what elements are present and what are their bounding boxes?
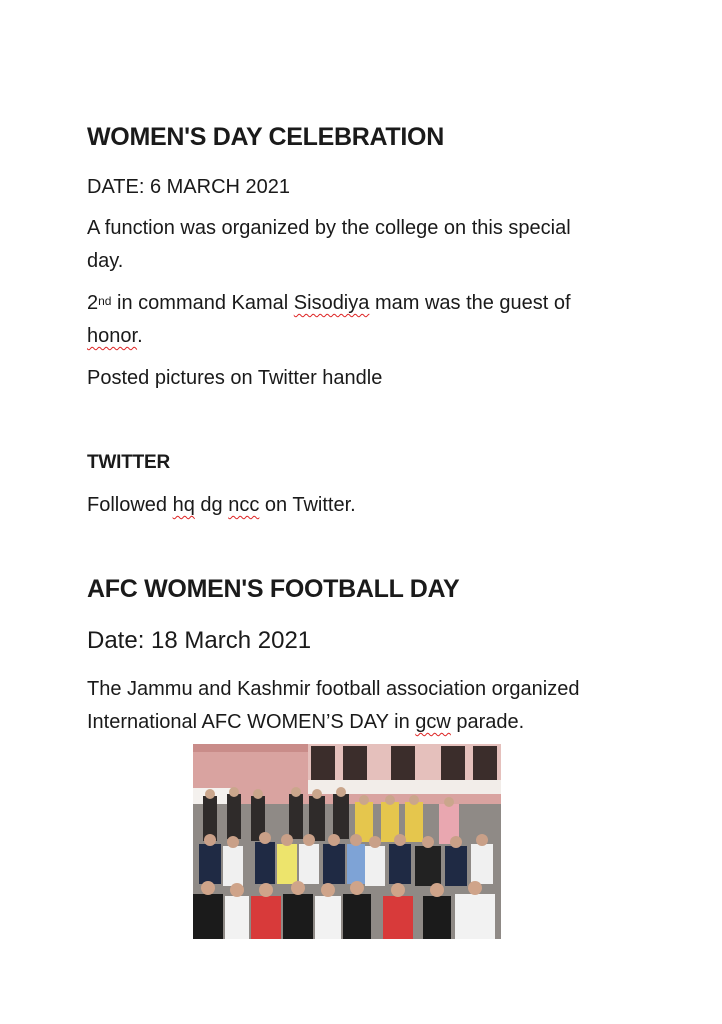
followed-text-b: dg — [194, 494, 229, 516]
guest-text-b: mam was the guest of — [369, 292, 571, 314]
guest-honor-word: honor — [87, 325, 138, 347]
afc-line2-b: parade. — [450, 711, 525, 733]
word-ncc: ncc — [228, 494, 260, 516]
afc-line2-a: International AFC WOMEN’S DAY in — [87, 711, 416, 733]
paragraph-function-line1: A function was organized by the college on this special — [87, 217, 571, 239]
ordinal-suffix: nd — [98, 294, 112, 308]
word-hq: hq — [172, 494, 195, 516]
paragraph-function-line2: day. — [87, 250, 124, 272]
heading-afc-football-day: AFC WOMEN'S FOOTBALL DAY — [87, 575, 460, 603]
followed-text-c: on Twitter. — [259, 494, 356, 516]
ordinal-number: 2 — [87, 292, 99, 314]
date-womens-day: DATE: 6 MARCH 2021 — [87, 176, 291, 198]
paragraph-guest-line2 — [87, 320, 143, 353]
word-gcw: gcw — [415, 711, 451, 733]
paragraph-afc-line1: The Jammu and Kashmir football association organized — [87, 678, 580, 700]
group-photo — [193, 744, 501, 939]
guest-text-a: in command Kamal — [111, 292, 294, 314]
group-photo-illustration — [193, 744, 501, 939]
paragraph-followed — [87, 489, 356, 522]
paragraph-guest-line1 — [87, 287, 571, 320]
paragraph-posted-pictures: Posted pictures on Twitter handle — [87, 367, 383, 389]
heading-twitter: TWITTER — [87, 452, 171, 473]
date-afc: Date: 18 March 2021 — [87, 627, 312, 654]
followed-text-a: Followed — [87, 494, 173, 516]
guest-name: Sisodiya — [293, 292, 370, 314]
paragraph-afc-line2 — [87, 706, 524, 739]
guest-honor-end: . — [137, 325, 143, 347]
heading-womens-day: WOMEN'S DAY CELEBRATION — [87, 123, 444, 151]
